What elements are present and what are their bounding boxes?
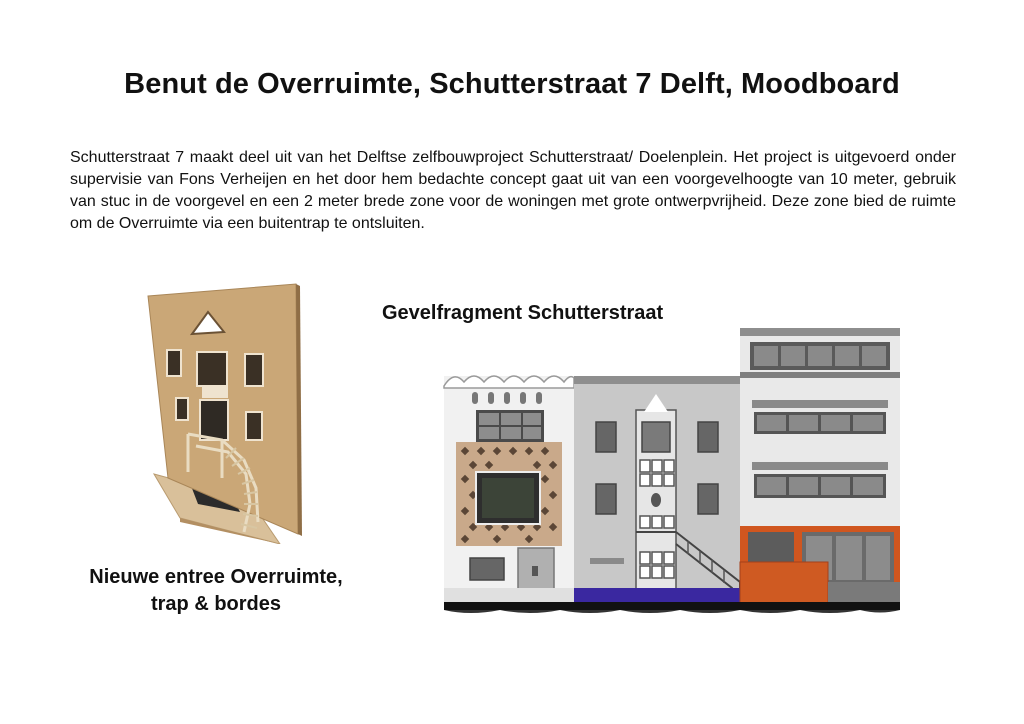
house-middle <box>574 376 740 604</box>
model-caption-line-2: trap & bordes <box>150 593 282 615</box>
house-right <box>740 328 900 604</box>
facade-drawing <box>440 326 904 616</box>
page-title: Benut de Overruimte, Schutterstraat 7 Delft, Moodboard <box>124 68 900 100</box>
facade-title: Gevelfragment Schutterstraat <box>382 302 664 324</box>
model-caption-line-1: Nieuwe entree Overruimte, <box>89 566 343 588</box>
intro-paragraph: Schutterstraat 7 maakt deel uit van het Delftse zelfbouwproject Schutterstraat/ Doelenplein. Het project is uitgevoerd onder supervisie van Fons Verheijen en het door hem bedachte concept gaat uit van een voorgevelhoogte van 10 meter, gebruik van stuc in de voorgevel en een 2 meter brede zone voor de woningen met grote ontwerpvrijheid. Deze zone bied de ruimte om de Overruimte via een buitentrap te ontsluiten. <box>70 149 956 232</box>
model-photo <box>140 282 310 544</box>
house-left <box>444 376 574 604</box>
model-caption <box>50 564 382 618</box>
